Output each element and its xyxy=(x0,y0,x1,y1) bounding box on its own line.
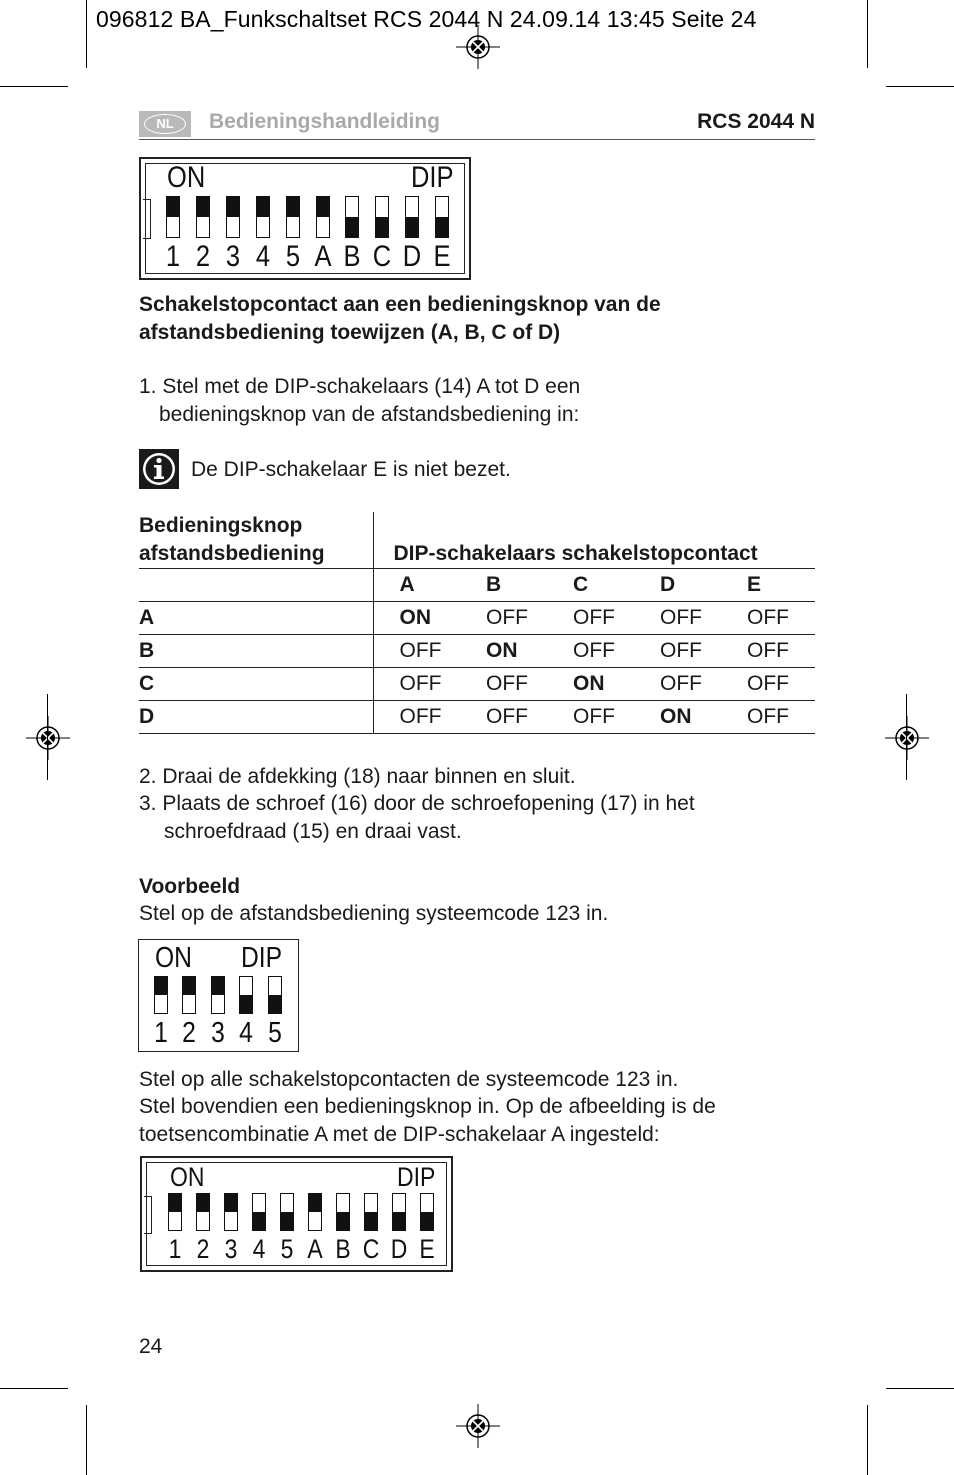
row-key: C xyxy=(139,668,373,701)
running-head xyxy=(139,110,815,140)
table-row xyxy=(139,701,815,734)
dip-switch-knob xyxy=(281,1212,293,1230)
dip-switch-label: 4 xyxy=(252,1234,266,1264)
paragraph-line-1: Stel op alle schakelstopcontacten de systeemcode 123 in. xyxy=(139,1068,679,1091)
table-cell: OFF xyxy=(660,668,747,701)
dip-on-label: ON xyxy=(170,1162,205,1192)
dip-switch-label: 2 xyxy=(195,240,210,273)
dip-switch-5 xyxy=(280,1193,294,1231)
dip-switch-label: 3 xyxy=(225,240,240,273)
table-column-header: A xyxy=(373,569,486,602)
dip-switch-label: 3 xyxy=(224,1234,238,1264)
dip-switch-E xyxy=(420,1193,434,1231)
dip-switch-knob xyxy=(253,1212,265,1230)
dip-switch-knob xyxy=(212,977,224,995)
table-cell: OFF xyxy=(373,701,486,734)
dip-switch-2 xyxy=(196,196,210,238)
table-cell: ON xyxy=(486,635,573,668)
step-1-line-1: 1. Stel met de DIP-schakelaars (14) A tot D een xyxy=(139,375,581,398)
example-text: Stel op de afstandsbediening systeemcode 123 in. xyxy=(139,902,609,925)
info-icon xyxy=(139,449,179,489)
table-cell: ON xyxy=(373,602,486,635)
table-column-header: E xyxy=(747,569,815,602)
row-key: B xyxy=(139,635,373,668)
dip-switch-knob xyxy=(269,995,281,1013)
dip-on-label: ON xyxy=(155,942,192,974)
registration-line xyxy=(47,694,48,780)
dip-switch-label: 5 xyxy=(267,1017,282,1049)
table-cell: OFF xyxy=(486,602,573,635)
dip-switch-knob xyxy=(155,977,167,995)
table-cell: OFF xyxy=(747,668,815,701)
dip-title-label: DIP xyxy=(241,942,283,974)
step-3-line-1: 3. Plaats de schroef (16) door de schroefopening (17) in het xyxy=(139,792,695,815)
dip-switch-knob xyxy=(227,197,239,217)
dip-switch-label: 2 xyxy=(182,1017,197,1049)
dip-switch-label: 2 xyxy=(196,1234,210,1264)
dip-switch-label: 4 xyxy=(239,1017,254,1049)
section-heading: Schakelstopcontact aan een bedieningsknop van de afstandsbediening toewijzen (A, B, C of D) xyxy=(139,293,661,344)
table-column-header: D xyxy=(660,569,747,602)
step-1-line-2: bedieningsknop van de afstandsbediening in: xyxy=(159,403,580,426)
dip-switch-label: 5 xyxy=(285,240,300,273)
table-column-header: C xyxy=(573,569,660,602)
dip-switch-knob xyxy=(346,217,358,237)
language-badge xyxy=(139,111,191,137)
dip-switch-3 xyxy=(211,976,225,1014)
dip-switch-knob xyxy=(197,197,209,217)
dip-switch-D xyxy=(392,1193,406,1231)
dip-switch-2 xyxy=(182,976,196,1014)
dip-switch-label: E xyxy=(419,1234,435,1264)
table-cell: OFF xyxy=(373,635,486,668)
dip-switch-label: D xyxy=(402,240,422,273)
dip-switch-knob xyxy=(167,197,179,217)
dip-switch-label: 1 xyxy=(168,1234,182,1264)
table-row xyxy=(139,668,815,701)
info-note: De DIP-schakelaar E is niet bezet. xyxy=(191,458,511,481)
crop-mark-top-left-horizontal xyxy=(0,86,68,87)
dip-switch-knob xyxy=(421,1212,433,1230)
crop-mark-top-right-vertical xyxy=(867,0,868,68)
crop-mark-bottom-left-vertical xyxy=(86,1405,87,1475)
language-badge-label: NL xyxy=(144,114,186,134)
dip-switch-label: 1 xyxy=(154,1017,168,1049)
dip-switch-knob xyxy=(225,1194,237,1212)
dip-switch-label: E xyxy=(433,240,451,273)
registration-line xyxy=(906,694,907,780)
dip-switch-knob xyxy=(257,197,269,217)
dip-switch-label: C xyxy=(373,240,392,273)
page-number: 24 xyxy=(139,1335,163,1358)
print-slug-header: 096812 BA_Funkschaltset RCS 2044 N 24.09.14 13:45 Seite 24 xyxy=(96,6,757,32)
dip-switch-1 xyxy=(166,196,180,238)
table-row xyxy=(139,635,815,668)
registration-mark-icon xyxy=(456,1404,500,1448)
table-cell: OFF xyxy=(660,635,747,668)
dip-switch-3 xyxy=(224,1193,238,1231)
table-row xyxy=(139,602,815,635)
dip-switch-knob xyxy=(240,995,252,1013)
dip-switch-knob xyxy=(183,977,195,995)
table-cell: OFF xyxy=(486,701,573,734)
dip-switch-knob xyxy=(436,217,448,237)
dip-switch-diagram-remote xyxy=(138,939,299,1052)
table-column-header: B xyxy=(486,569,573,602)
dip-switch-label: D xyxy=(390,1234,408,1264)
dip-switch-5 xyxy=(286,196,300,238)
table-cell: OFF xyxy=(747,701,815,734)
step-2: 2. Draai de afdekking (18) naar binnen en sluit. xyxy=(139,765,576,788)
table-cell: OFF xyxy=(573,635,660,668)
table-header-remote-button xyxy=(139,512,373,569)
dip-switch-label: 3 xyxy=(210,1017,225,1049)
crop-mark-bottom-left-horizontal xyxy=(0,1388,68,1389)
dip-switch-label: 4 xyxy=(255,240,270,273)
crop-mark-bottom-right-vertical xyxy=(867,1405,868,1475)
dip-switch-knob xyxy=(197,1194,209,1212)
table-cell: OFF xyxy=(373,668,486,701)
dip-switch-C xyxy=(375,196,389,238)
dip-on-label: ON xyxy=(167,161,206,194)
dip-switch-label: A xyxy=(307,1234,323,1264)
dip-switch-knob xyxy=(309,1194,321,1212)
dip-switch-4 xyxy=(256,196,270,238)
dip-switch-label: 1 xyxy=(165,240,181,273)
table-cell: ON xyxy=(660,701,747,734)
dip-switch-2 xyxy=(196,1193,210,1231)
dip-switch-A xyxy=(316,196,330,238)
table-cell: OFF xyxy=(747,635,815,668)
table-header-dip-group: DIP-schakelaars schakelstopcontact xyxy=(373,512,815,569)
dip-switch-label: A xyxy=(313,240,331,273)
table-column-header-row xyxy=(139,569,815,602)
dip-assignment-table xyxy=(139,512,815,734)
crop-mark-bottom-right-horizontal xyxy=(886,1388,954,1389)
table-cell: OFF xyxy=(573,602,660,635)
crop-mark-top-left-vertical xyxy=(86,0,87,68)
table-cell: OFF xyxy=(747,602,815,635)
dip-switch-knob xyxy=(287,197,299,217)
dip-switch-knob xyxy=(337,1212,349,1230)
dip-switch-B xyxy=(336,1193,350,1231)
dip-switch-knob xyxy=(365,1212,377,1230)
dip-switch-knob xyxy=(393,1212,405,1230)
dip-switch-diagram-top xyxy=(139,157,471,280)
dip-switch-1 xyxy=(168,1193,182,1231)
dip-switch-diagram-bottom xyxy=(140,1156,453,1272)
paragraph-line-3: toetsencombinatie A met de DIP-schakelaar A ingesteld: xyxy=(139,1123,660,1146)
table-cell: OFF xyxy=(573,701,660,734)
dip-switch-label: B xyxy=(335,1234,351,1264)
step-3-line-2: schroefdraad (15) en draai vast. xyxy=(164,820,462,843)
manual-title: Bedieningshandleiding xyxy=(209,110,441,133)
dip-switch-label: C xyxy=(362,1234,380,1264)
dip-switch-E xyxy=(435,196,449,238)
crop-mark-top-right-horizontal xyxy=(886,86,954,87)
dip-switch-knob xyxy=(317,197,329,217)
registration-mark-icon xyxy=(885,716,929,760)
table-cell: OFF xyxy=(660,602,747,635)
dip-switch-5 xyxy=(268,976,282,1014)
paragraph-line-2: Stel bovendien een bedieningsknop in. Op de afbeelding is de xyxy=(139,1095,716,1118)
dip-switch-A xyxy=(308,1193,322,1231)
dip-switch-C xyxy=(364,1193,378,1231)
row-key: D xyxy=(139,701,373,734)
example-heading: Voorbeeld xyxy=(139,875,241,898)
dip-switch-knob xyxy=(169,1194,181,1212)
dip-switch-1 xyxy=(154,976,168,1014)
table-header-line-1: Bedieningsknop xyxy=(139,514,303,537)
dip-switch-4 xyxy=(239,976,253,1014)
dip-switch-D xyxy=(405,196,419,238)
dip-switch-knob xyxy=(376,217,388,237)
dip-housing-notch xyxy=(144,1196,152,1234)
row-key: A xyxy=(139,602,373,635)
dip-switch-B xyxy=(345,196,359,238)
dip-title-label: DIP xyxy=(411,161,454,194)
dip-switch-label: B xyxy=(343,240,361,273)
dip-switch-label: 5 xyxy=(280,1234,294,1264)
dip-title-label: DIP xyxy=(397,1162,436,1192)
table-cell: ON xyxy=(573,668,660,701)
dip-switch-3 xyxy=(226,196,240,238)
dip-switch-knob xyxy=(406,217,418,237)
dip-switch-4 xyxy=(252,1193,266,1231)
table-cell: OFF xyxy=(486,668,573,701)
model-name: RCS 2044 N xyxy=(697,110,815,133)
registration-mark-icon xyxy=(26,716,70,760)
dip-housing-notch xyxy=(143,199,151,239)
table-header-line-2: afstandsbediening xyxy=(139,542,325,565)
